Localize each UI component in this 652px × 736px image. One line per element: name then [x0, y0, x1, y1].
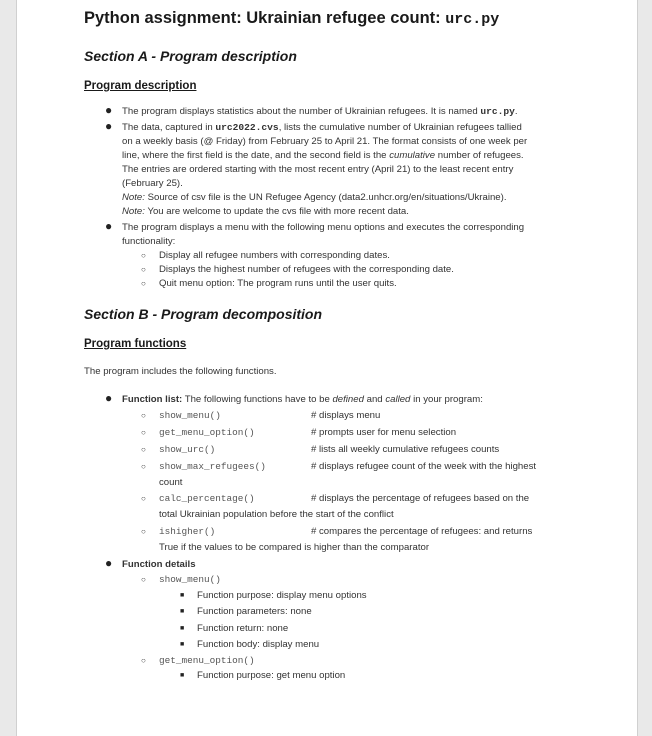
detail-function-name: show_menu()	[159, 574, 221, 585]
bullet-icon: ●	[105, 103, 113, 117]
bullet-icon: ●	[105, 119, 113, 133]
function-name: show_urc()	[159, 444, 216, 455]
section-a-heading: Section A - Program description	[84, 48, 297, 64]
sub-bullet-icon: ○	[141, 428, 146, 437]
square-bullet-icon: ■	[180, 592, 185, 599]
description-bullet-2-line-1: The data, captured in urc2022.cvs, lists the cumulative number of Ukrainian refugees tallied	[122, 122, 522, 133]
bullet-icon: ●	[105, 219, 113, 233]
function-name: show_max_refugees()	[159, 461, 266, 472]
description-bullet-2-line-3: line, where the first field is the date, and the second field is the cumulative number of refugees.	[122, 150, 524, 161]
sub-bullet-icon: ○	[141, 251, 146, 260]
document-title	[84, 9, 499, 28]
sub-bullet-icon: ○	[141, 265, 146, 274]
menu-option-1: Display all refugee numbers with corresponding dates.	[159, 250, 390, 261]
detail-item: Function purpose: display menu options	[197, 590, 367, 601]
description-bullet-2-line-5: (February 25).	[122, 178, 183, 189]
function-comment: # lists all weekly cumulative refugees counts	[311, 444, 500, 455]
square-bullet-icon: ■	[180, 641, 185, 648]
square-bullet-icon: ■	[180, 625, 185, 632]
sub-bullet-icon: ○	[141, 656, 146, 665]
bullet-icon: ●	[105, 556, 113, 570]
description-bullet-2-line-4: The entries are ordered starting with the most recent entry (April 21) to the least recent entry	[122, 164, 514, 175]
document-page	[16, 0, 638, 736]
menu-option-2: Displays the highest number of refugees with the corresponding date.	[159, 264, 454, 275]
bullet-icon: ●	[105, 391, 113, 405]
sub-bullet-icon: ○	[141, 445, 146, 454]
detail-item: Function parameters: none	[197, 606, 312, 617]
functions-intro: The program includes the following functions.	[84, 366, 277, 377]
update-note: Note: You are welcome to update the cvs file with more recent data.	[122, 206, 409, 217]
function-list-intro: Function list: The following functions have to be defined and called in your program:	[122, 394, 483, 405]
sub-bullet-icon: ○	[141, 575, 146, 584]
function-comment: # displays menu	[311, 410, 381, 421]
description-bullet-1: The program displays statistics about the number of Ukrainian refugees. It is named urc.py.	[122, 106, 518, 117]
detail-item: Function purpose: get menu option	[197, 670, 346, 681]
function-comment-continued: True if the values to be compared is higher than the comparator	[159, 542, 430, 553]
function-comment: # displays refugee count of the week with the highest	[311, 461, 537, 472]
description-bullet-2-line-2: on a weekly basis (@ Friday) from February 25 to April 21. The format consists of one week per	[122, 136, 528, 147]
sub-bullet-icon: ○	[141, 527, 146, 536]
detail-item: Function body: display menu	[197, 639, 320, 650]
title-filename: urc.py	[445, 11, 500, 28]
title-text: Python assignment: Ukrainian refugee count:	[84, 9, 441, 27]
function-name: show_menu()	[159, 410, 221, 421]
function-name: get_menu_option()	[159, 427, 255, 438]
detail-item: Function return: none	[197, 623, 289, 634]
function-comment-continued: total Ukrainian population before the start of the conflict	[159, 509, 394, 520]
sub-bullet-icon: ○	[141, 494, 146, 503]
function-comment: # prompts user for menu selection	[311, 427, 457, 438]
function-details-label: Function details	[122, 559, 196, 570]
square-bullet-icon: ■	[180, 608, 185, 615]
section-b-heading: Section B - Program decomposition	[84, 306, 323, 322]
function-comment-continued: count	[159, 477, 183, 488]
menu-option-3: Quit menu option: The program runs until the user quits.	[159, 278, 397, 289]
function-comment: # compares the percentage of refugees: and returns	[311, 526, 533, 537]
function-comment: # displays the percentage of refugees based on the	[311, 493, 530, 504]
sub-bullet-icon: ○	[141, 462, 146, 471]
section-a-subheading: Program description	[84, 80, 197, 92]
source-note: Note: Source of csv file is the UN Refugee Agency (data2.unhcr.org/en/situations/Ukraine).	[122, 192, 507, 203]
detail-function-name: get_menu_option()	[159, 655, 255, 666]
description-bullet-3-line-2: functionality:	[122, 236, 176, 247]
square-bullet-icon: ■	[180, 672, 185, 679]
sub-bullet-icon: ○	[141, 279, 146, 288]
description-bullet-3-line-1: The program displays a menu with the following menu options and executes the corresponding	[122, 222, 525, 233]
function-name: calc_percentage()	[159, 493, 255, 504]
function-name: ishigher()	[159, 526, 216, 537]
section-b-subheading: Program functions	[84, 338, 187, 350]
sub-bullet-icon: ○	[141, 411, 146, 420]
